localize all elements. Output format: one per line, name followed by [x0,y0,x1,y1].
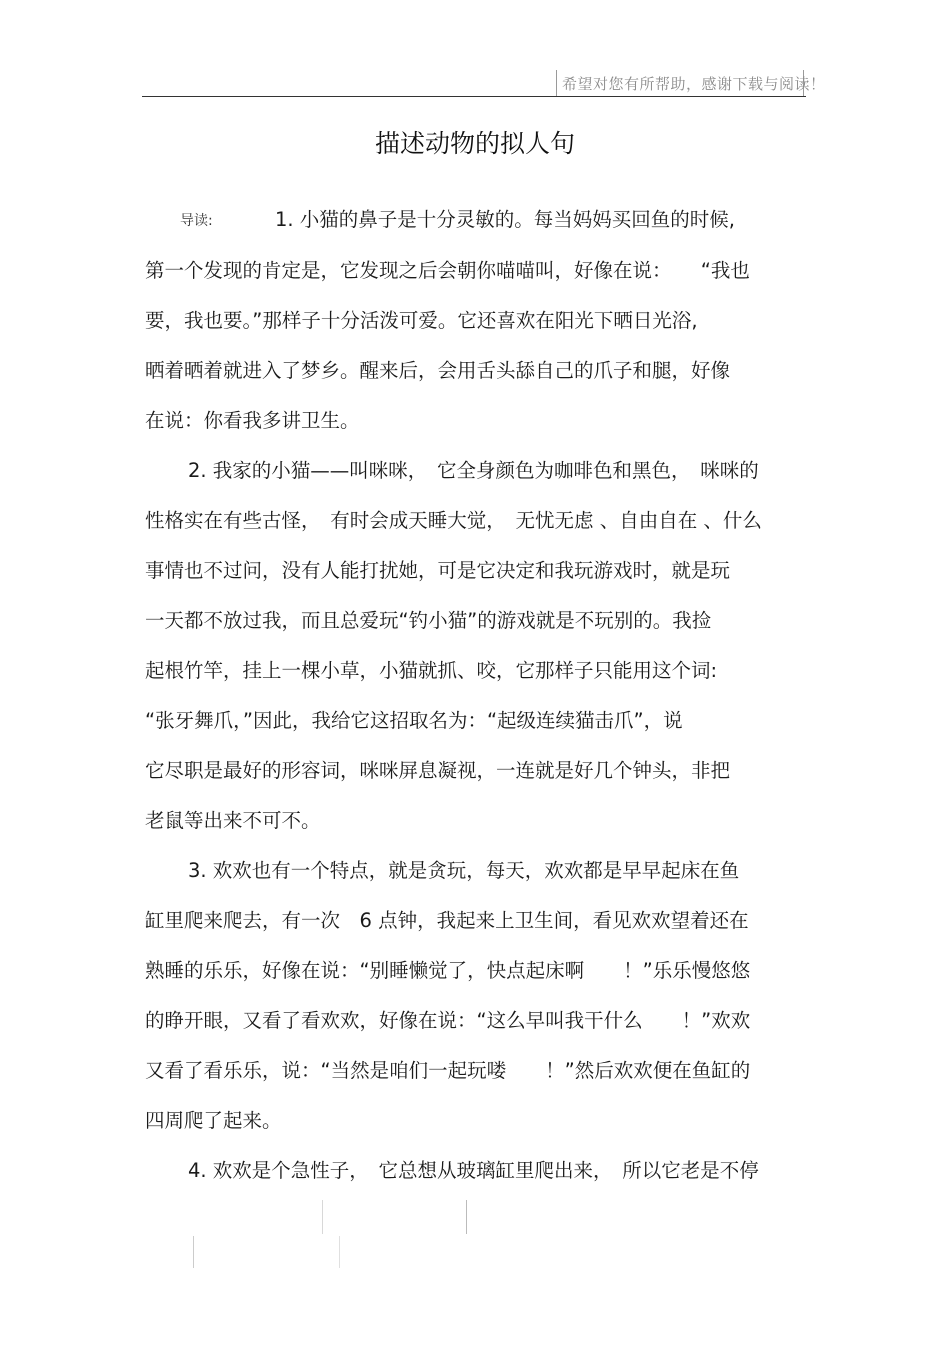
text-line: 又看了看乐乐，说：“当然是咱们一起玩喽 ！”然后欢欢便在鱼缸的 [145,1059,751,1082]
text-line: 老鼠等出来不可不。 [145,809,321,832]
text-line: 的睁开眼，又看了看欢欢，好像在说：“这么早叫我干什么 ！”欢欢 [145,1009,751,1032]
text-line: “张牙舞爪，”因此，我给它这招取名为：“起级连续猫击爪”，说 [145,709,683,732]
text-line: 一天都不放过我，而且总爱玩“钓小猫”的游戏就是不玩别的。我捡 [145,609,712,632]
text-line: 熟睡的乐乐，好像在说：“别睡懒觉了，快点起床啊 ！”乐乐慢悠悠 [145,959,751,982]
text-line: 第一个发现的肯定是，它发现之后会朝你喵喵叫，好像在说： “我也 [145,259,750,282]
header-note: 希望对您有所帮助，感谢下载与阅读！ [562,75,826,93]
text-line: 事情也不过问，没有人能打扰她，可是它决定和我玩游戏时，就是玩 [145,559,731,582]
text-line: 性格实在有些古怪， 有时会成天睡大觉， 无忧无虑 、自由自在 、什么 [145,509,762,532]
text-line: 2. 我家的小猫——叫咪咪， 它全身颜色为咖啡色和黑色， 咪咪的 [188,459,759,482]
text-line: 3. 欢欢也有一个特点，就是贪玩，每天，欢欢都是早早起床在鱼 [188,859,740,882]
scan-artifact-line [466,1200,467,1234]
scan-artifact-line [339,1236,340,1268]
text-line: 在说：你看我多讲卫生。 [145,409,360,432]
text-line: 它尽职是最好的形容词，咪咪屏息凝视，一连就是好几个钟头，非把 [145,759,731,782]
page-title: 描述动物的拟人句 [374,129,575,158]
text-line: 1. 小猫的鼻子是十分灵敏的。每当妈妈买回鱼的时候, [275,208,736,231]
lead-label: 导读: [180,213,213,229]
header-rule [142,96,806,97]
text-line: 要，我也要。”那样子十分活泼可爱。它还喜欢在阳光下晒日光浴, [145,309,698,332]
scan-artifact-line [322,1200,323,1234]
text-line: 4. 欢欢是个急性子， 它总想从玻璃缸里爬出来， 所以它老是不停 [188,1159,759,1182]
scan-artifact-line [193,1236,194,1268]
text-line: 起根竹竿，挂上一棵小草，小猫就抓、咬，它那样子只能用这个词: [145,659,718,682]
text-line: 四周爬了起来。 [145,1109,282,1132]
text-line: 晒着晒着就进入了梦乡。醒来后，会用舌头舔自己的爪子和腿，好像 [145,359,731,382]
text-line: 缸里爬来爬去，有一次 6 点钟，我起来上卫生间，看见欢欢望着还在 [145,909,749,932]
